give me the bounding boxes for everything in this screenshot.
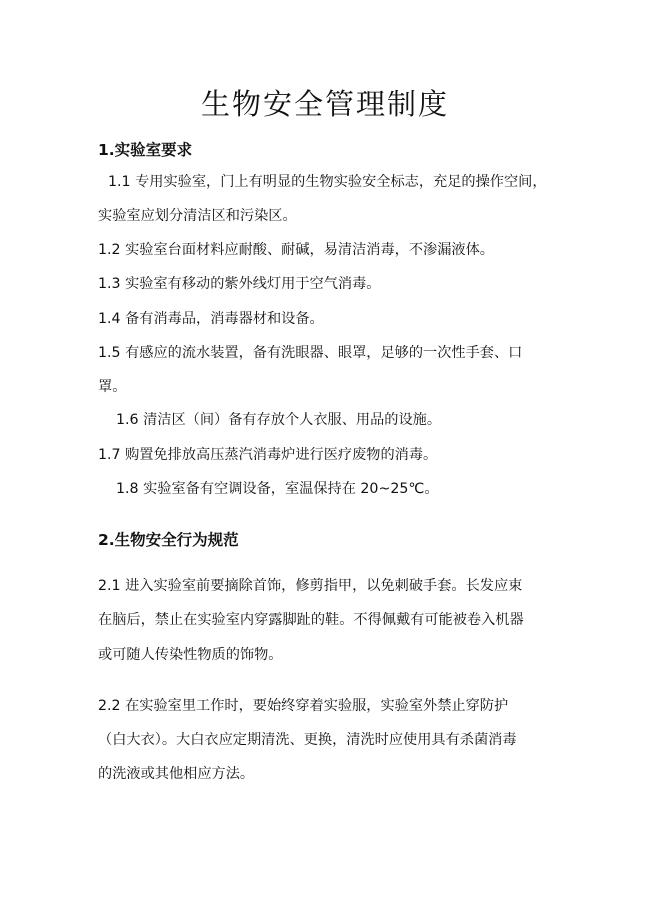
section-1-heading: 1.实验室要求 [98, 141, 193, 159]
item-1-7: 1.7 购置免排放高压蒸汽消毒炉进行医疗废物的消毒。 [98, 447, 438, 463]
item-1-2: 1.2 实验室台面材料应耐酸、耐碱，易清洁消毒，不渗漏液体。 [98, 242, 494, 258]
item-1-1-line1: 1.1 专用实验室，门上有明显的生物实验安全标志，充足的操作空间， [108, 174, 547, 190]
item-2-2-line2: （白大衣）。大白衣应定期清洗、更换，清洗时应使用具有杀菌消毒 [98, 732, 517, 748]
item-1-1-line2: 实验室应划分清洁区和污染区。 [98, 208, 297, 224]
item-1-5-line1: 1.5 有感应的流水装置，备有洗眼器、眼罩，足够的一次性手套、口 [98, 345, 523, 361]
item-2-1-line1: 2.1 进入实验室前要摘除首饰，修剪指甲，以免刺破手套。长发应束 [98, 578, 523, 594]
item-2-2-line1: 2.2 在实验室里工作时，要始终穿着实验服，实验室外禁止穿防护 [98, 698, 509, 714]
document-title: 生物安全管理制度 [200, 87, 449, 121]
item-2-1-line2: 在脑后，禁止在实验室内穿露脚趾的鞋。不得佩戴有可能被卷入机器 [98, 612, 524, 628]
item-2-2-line3: 的洗液或其他相应方法。 [98, 766, 255, 782]
item-1-5-line2: 罩。 [98, 379, 127, 395]
item-2-1-line3: 或可随人传染性物质的饰物。 [98, 647, 283, 663]
item-1-8: 1.8 实验室备有空调设备，室温保持在 20~25℃。 [116, 481, 439, 497]
item-1-6: 1.6 清洁区（间）备有存放个人衣服、用品的设施。 [116, 412, 442, 428]
section-2-heading: 2.生物安全行为规范 [98, 531, 239, 549]
item-1-4: 1.4 备有消毒品，消毒器材和设备。 [98, 311, 324, 327]
item-1-3: 1.3 实验室有移动的紫外线灯用于空气消毒。 [98, 276, 381, 292]
